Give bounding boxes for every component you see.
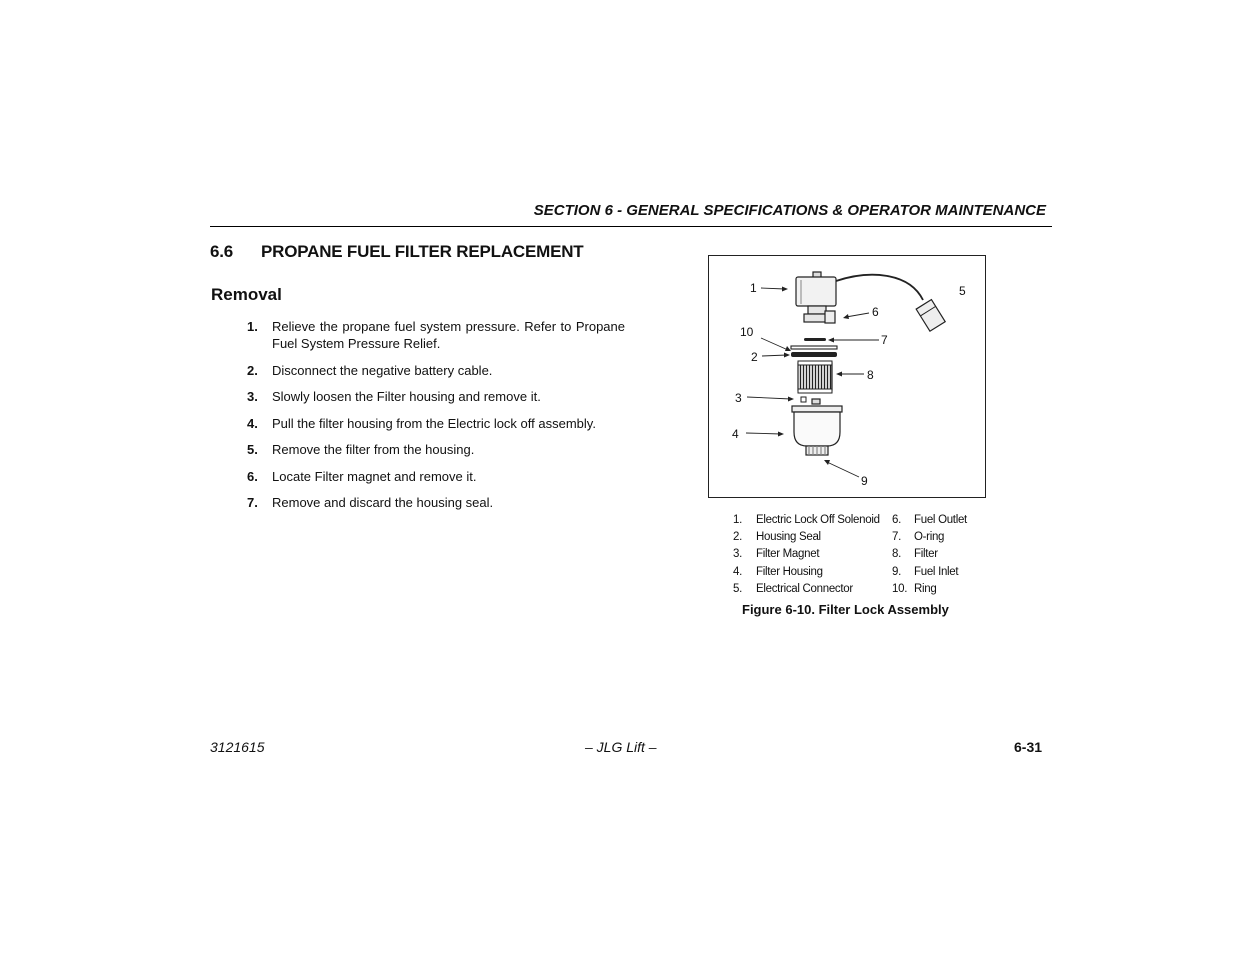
legend-label: Housing Seal [756, 531, 821, 544]
list-item [247, 441, 625, 458]
step-text: Pull the filter housing from the Electric lock off assembly. [272, 415, 596, 431]
list-item [247, 388, 625, 405]
section-heading [210, 242, 583, 262]
step-text: Slowly loosen the Filter housing and remove it. [272, 389, 541, 404]
filter-housing-drawing [792, 399, 842, 455]
legend-number: 8. [892, 548, 901, 561]
footer-page-number: 6-31 [1014, 739, 1043, 755]
callout-6: 6 [872, 305, 879, 319]
legend-label: Electric Lock Off Solenoid [756, 514, 880, 526]
step-number: 1. [247, 319, 258, 334]
header-divider [210, 226, 1052, 227]
list-item [247, 494, 625, 511]
legend-number: 7. [892, 531, 901, 544]
step-text: Relieve the propane fuel system pressure. Refer to Propane Fuel System Pressure Relief. [272, 319, 625, 351]
legend-item [892, 564, 967, 581]
list-item [247, 468, 625, 485]
section-number: 6.6 [210, 242, 234, 261]
callout-9: 9 [861, 474, 868, 488]
filter-lock-assembly-diagram [709, 256, 985, 497]
callout-5: 5 [959, 284, 966, 298]
removal-subheading: Removal [211, 285, 282, 304]
legend-number: 3. [733, 548, 742, 561]
legend-number: 1. [733, 514, 742, 526]
legend-label: O-ring [914, 531, 945, 544]
legend-label: Filter Housing [756, 565, 823, 578]
electrical-connector-drawing [916, 300, 945, 332]
list-item [247, 415, 625, 432]
legend-label: Fuel Outlet [914, 514, 967, 526]
figure-caption: Figure 6-10. Filter Lock Assembly [742, 602, 949, 617]
solenoid-drawing [796, 272, 836, 323]
callout-10: 10 [740, 325, 754, 339]
removal-steps-list [247, 318, 625, 521]
filter-magnet-drawing [801, 397, 806, 402]
callout-3: 3 [735, 391, 742, 405]
step-text: Remove and discard the housing seal. [272, 495, 494, 510]
step-number: 6. [247, 468, 258, 484]
filter-lock-assembly-figure [708, 255, 986, 498]
legend-item [733, 564, 880, 581]
callout-4: 4 [732, 427, 739, 441]
legend-label: Filter Magnet [756, 548, 820, 561]
legend-number: 10. [892, 582, 908, 595]
section-title: PROPANE FUEL FILTER REPLACEMENT [261, 242, 584, 261]
footer-doc-number: 3121615 [210, 739, 265, 755]
callout-2: 2 [751, 350, 758, 364]
step-text: Disconnect the negative battery cable. [272, 362, 493, 378]
step-number: 3. [247, 389, 258, 404]
figure-legend-left [733, 512, 880, 598]
footer-center-text: – JLG Lift – [585, 739, 657, 755]
legend-number: 4. [733, 565, 742, 578]
electrical-wire-drawing [836, 275, 923, 300]
callout-7: 7 [881, 333, 888, 347]
legend-number: 6. [892, 514, 901, 526]
legend-label: Fuel Inlet [914, 565, 959, 578]
list-item [247, 362, 625, 379]
legend-number: 9. [892, 565, 901, 578]
o-ring-drawing [804, 338, 826, 341]
step-number: 4. [247, 415, 258, 431]
legend-item [892, 529, 967, 546]
legend-label: Ring [914, 582, 937, 595]
list-item [247, 318, 625, 352]
legend-label: Filter [914, 548, 938, 561]
legend-item [892, 546, 967, 563]
legend-label: Electrical Connector [756, 582, 853, 595]
step-text: Remove the filter from the housing. [272, 442, 475, 457]
legend-item [733, 546, 880, 563]
legend-item [892, 581, 967, 598]
legend-item [733, 581, 880, 598]
figure-legend-right [892, 512, 967, 598]
step-number: 7. [247, 495, 258, 510]
legend-item [733, 529, 880, 546]
housing-seal-drawing [791, 352, 837, 357]
step-text: Locate Filter magnet and remove it. [272, 468, 477, 484]
section-header: SECTION 6 - GENERAL SPECIFICATIONS & OPERATOR MAINTENANCE [533, 202, 1046, 219]
legend-item [733, 512, 880, 529]
legend-number: 2. [733, 531, 742, 544]
step-number: 5. [247, 442, 258, 457]
ring-drawing [791, 346, 837, 349]
legend-number: 5. [733, 582, 742, 595]
filter-element-drawing [798, 361, 832, 393]
legend-item [892, 512, 967, 529]
step-number: 2. [247, 362, 258, 378]
callout-8: 8 [867, 368, 874, 382]
callout-1: 1 [750, 281, 757, 295]
